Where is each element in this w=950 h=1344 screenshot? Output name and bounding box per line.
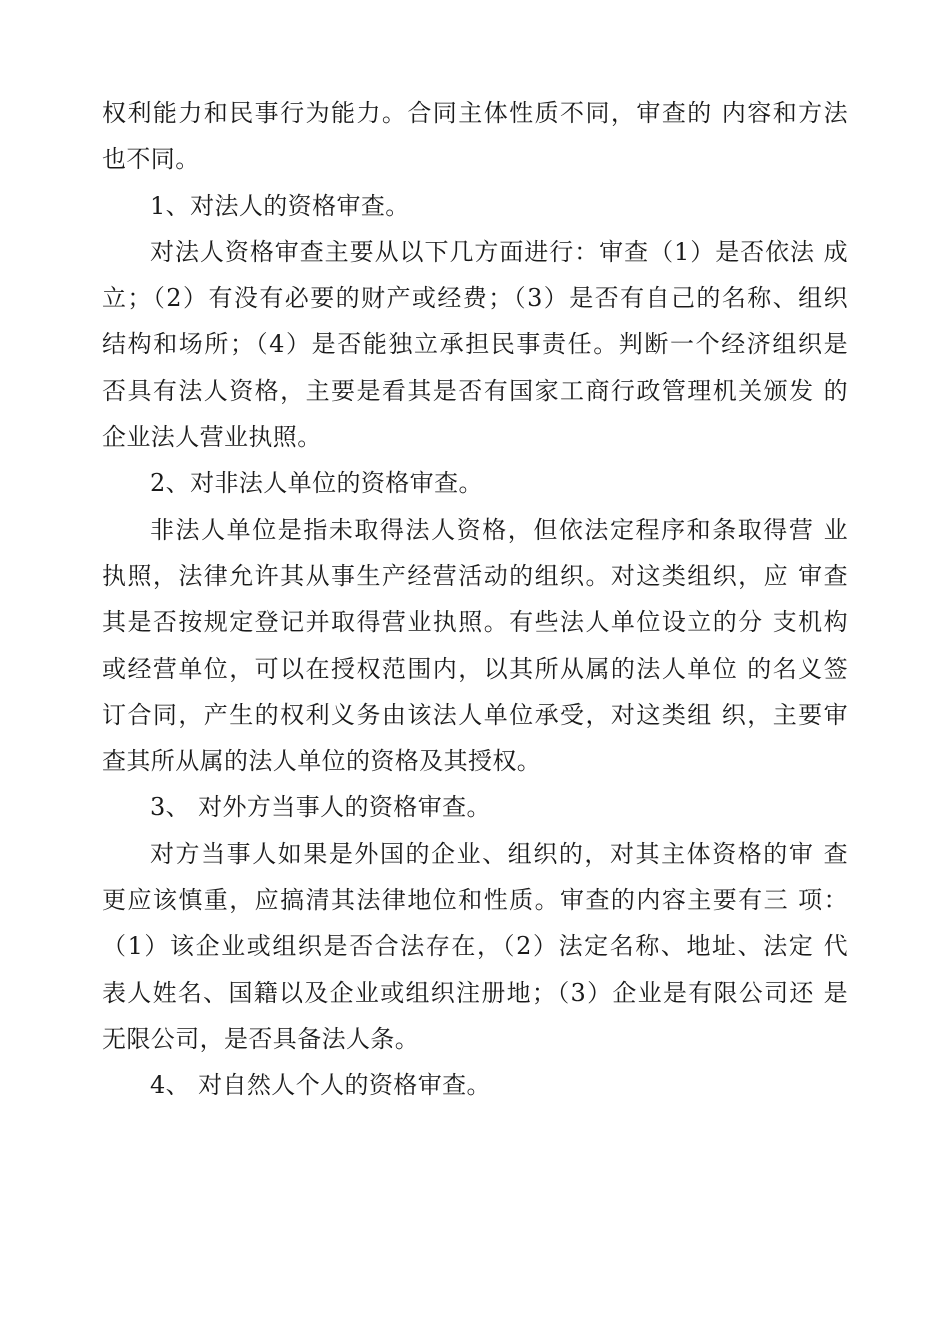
text-line: 也不同。 [102,145,200,174]
text-line: 企业法人营业执照。 [102,423,322,452]
text-line: 非法人单位是指未取得法人资格，但依法定程序和条取得营 业 [150,515,848,544]
text-line: 查其所从属的法人单位的资格及其授权。 [102,747,542,776]
text-line: （1）该企业或组织是否合法存在，（2）法定名称、地址、法定 代 [102,932,848,961]
text-line: 表人姓名、国籍以及企业或组织注册地；（3）企业是有限公司还 是 [102,978,848,1007]
text-line: 3、 对外方当事人的资格审查。 [150,793,491,822]
text-line: 无限公司，是否具备法人条。 [102,1024,420,1053]
text-line: 立；（2）有没有必要的财产或经费；（3）是否有自己的名称、组织 [102,284,848,313]
text-line: 或经营单位，可以在授权范围内，以其所从属的法人单位 的名义签 [102,654,848,683]
text-line: 对方当事人如果是外国的企业、组织的，对其主体资格的审 查 [150,839,848,868]
text-line: 否具有法人资格，主要是看其是否有国家工商行政管理机关颁发 的 [102,376,848,405]
text-line: 1、对法人的资格审查。 [150,191,410,220]
text-line: 4、 对自然人个人的资格审查。 [150,1071,491,1100]
text-line: 执照，法律允许其从事生产经营活动的组织。对这类组织，应 审查 [102,561,848,590]
text-line: 其是否按规定登记并取得营业执照。有些法人单位设立的分 支机构 [102,608,848,637]
text-line: 2、对非法人单位的资格审查。 [150,469,483,498]
text-line: 更应该慎重，应搞清其法律地位和性质。审查的内容主要有三 项： [102,886,848,915]
text-line: 对法人资格审查主要从以下几方面进行：审查（1）是否依法 成 [150,237,848,266]
text-line: 结构和场所；（4）是否能独立承担民事责任。判断一个经济组织是 [102,330,848,359]
text-line: 订合同，产生的权利义务由该法人单位承受，对这类组 织，主要审 [102,700,848,729]
document-page [102,96,848,1115]
text-line: 权利能力和民事行为能力。合同主体性质不同，审查的 内容和方法 [102,99,848,127]
